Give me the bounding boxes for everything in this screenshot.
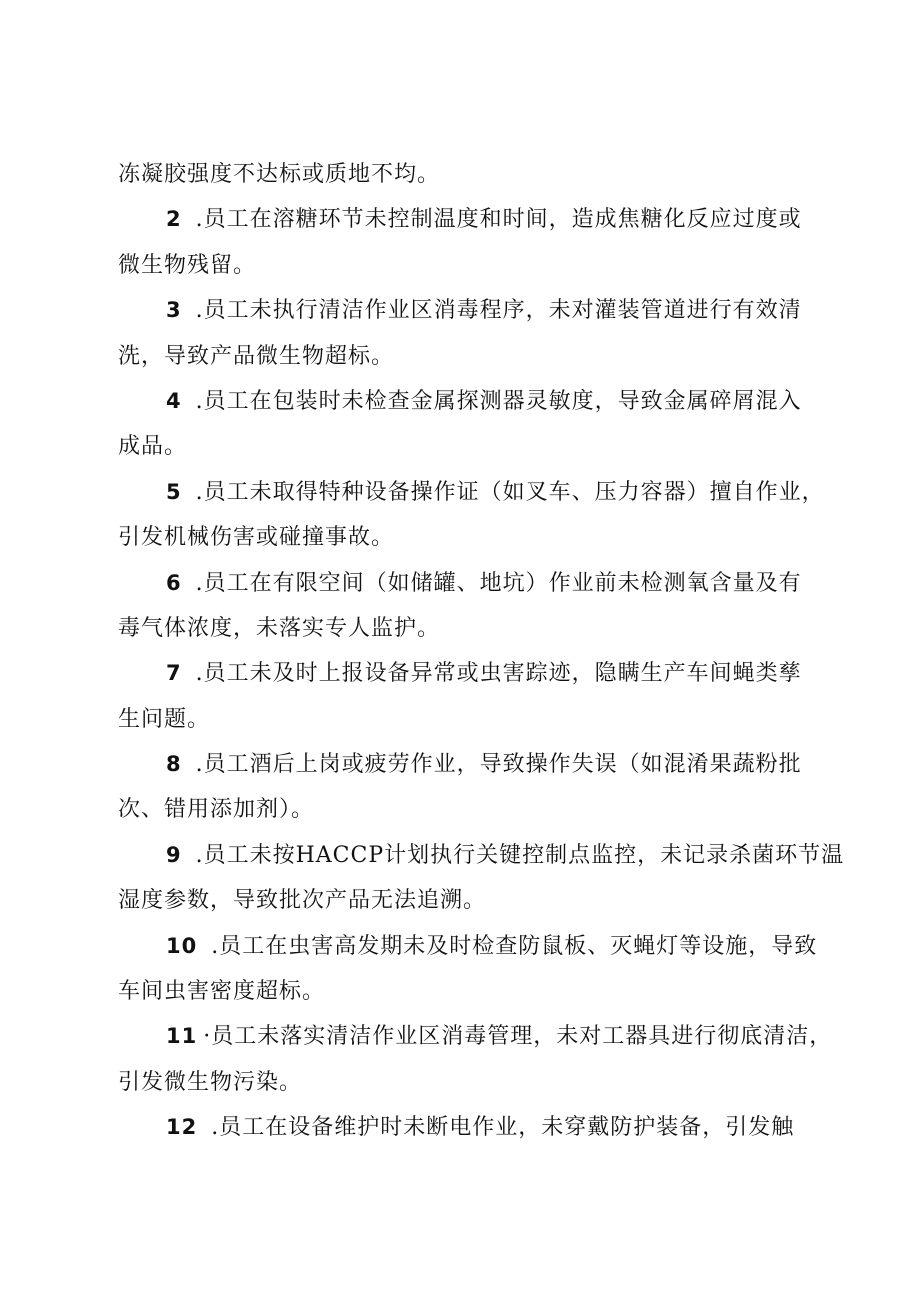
item-text: ·员工未落实清洁作业区消毒管理，未对工器具进行彻底清洁， <box>203 1024 833 1050</box>
item-4-line-1 <box>118 379 818 424</box>
item-number: 8 <box>166 752 182 777</box>
item-12-line-1 <box>118 1105 818 1150</box>
item-10-line-1 <box>118 924 818 969</box>
item-number: 9 <box>166 842 182 867</box>
item-7-line-1 <box>118 651 818 696</box>
item-5-line-2: 引发机械伤害或碰撞事故。 <box>118 525 395 551</box>
item-11-line-1 <box>118 1014 833 1059</box>
item-text: .员工酒后上岗或疲劳作业，导致操作失误（如混淆果蔬粉批 <box>187 752 802 778</box>
item-text: .员工未及时上报设备异常或虫害踪迹，隐瞒生产车间蝇类孳 <box>187 661 802 687</box>
document-body <box>118 152 845 1151</box>
item-6-line-2: 毒气体浓度，未落实专人监护。 <box>118 615 441 641</box>
item-10-line-2: 车间虫害密度超标。 <box>118 979 326 1005</box>
item-number: 2 <box>166 207 182 232</box>
item-8-line-1 <box>118 742 818 787</box>
item-2-line-1 <box>118 197 818 242</box>
item-5-line-1 <box>118 470 825 515</box>
item-text: .员工未按HACCP计划执行关键控制点监控，未记录杀菌环节温 <box>187 842 845 868</box>
item-number: 10 <box>166 933 198 958</box>
item-number: 7 <box>166 661 182 686</box>
item-11-line-2: 引发微生物污染。 <box>118 1069 303 1095</box>
item-4-line-2: 成品。 <box>118 434 188 460</box>
item-number: 12 <box>166 1115 198 1140</box>
item-2-line-2: 微生物残留。 <box>118 252 257 278</box>
item-text: .员工在虫害高发期未及时检查防鼠板、灭蝇灯等设施，导致 <box>203 933 818 959</box>
item-3-line-1 <box>118 288 818 333</box>
item-3-line-2: 洗，导致产品微生物超标。 <box>118 343 395 369</box>
item-text: .员工在设备维护时未断电作业，未穿戴防护装备，引发触 <box>203 1115 795 1141</box>
item-text: .员工未执行清洁作业区消毒程序，未对灌装管道进行有效清 <box>187 298 802 324</box>
continuation-line: 冻凝胶强度不达标或质地不均。 <box>118 162 441 187</box>
item-text: .员工在溶糖环节未控制温度和时间，造成焦糖化反应过度或 <box>187 207 802 233</box>
item-number: 4 <box>166 388 182 413</box>
item-9-line-1 <box>118 833 845 878</box>
item-9-line-2: 湿度参数，导致批次产品无法追溯。 <box>118 888 487 914</box>
item-text: .员工在有限空间（如储罐、地坑）作业前未检测氧含量及有 <box>187 570 802 596</box>
item-7-line-2: 生问题。 <box>118 706 211 732</box>
item-number: 6 <box>166 570 182 595</box>
item-6-line-1 <box>118 561 818 606</box>
item-text: .员工在包装时未检查金属探测器灵敏度，导致金属碎屑混入 <box>187 388 802 414</box>
item-8-line-2: 次、错用添加剂）。 <box>118 797 315 823</box>
item-number: 11 <box>166 1024 198 1049</box>
item-text: .员工未取得特种设备操作证（如叉车、压力容器）擅自作业， <box>187 479 825 505</box>
item-number: 5 <box>166 479 182 504</box>
item-number: 3 <box>166 298 182 323</box>
